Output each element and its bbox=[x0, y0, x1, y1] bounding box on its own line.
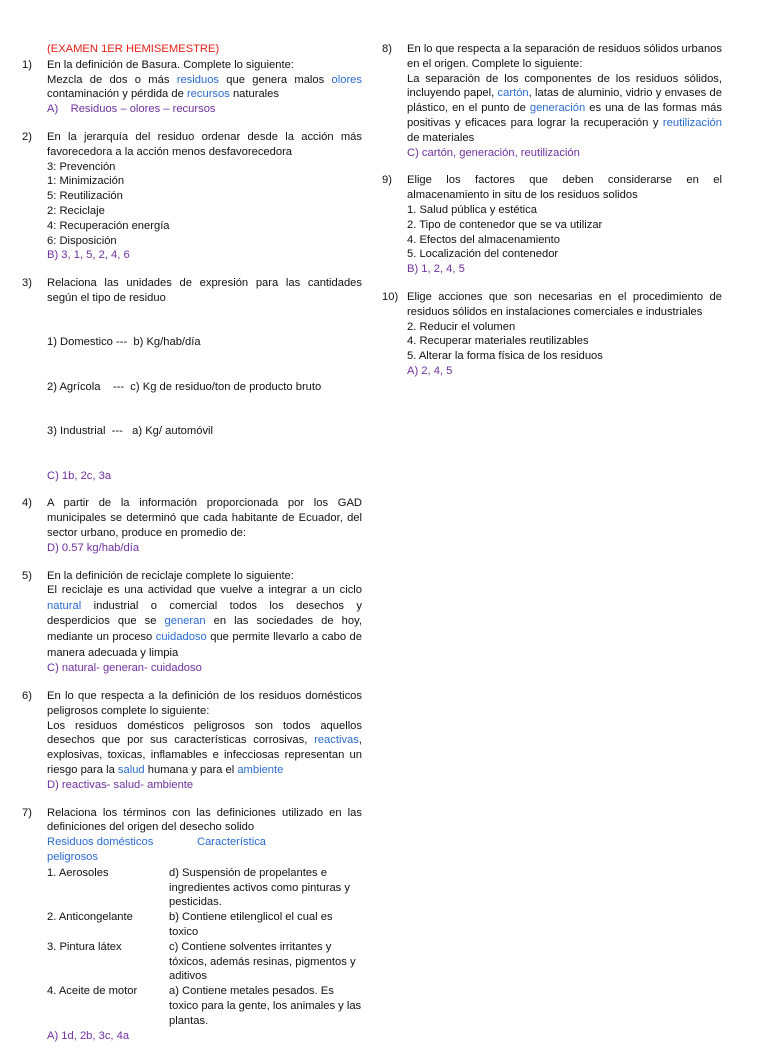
body-text: contaminación y pérdida de bbox=[47, 88, 187, 101]
answer: C) natural- generan- cuidadoso bbox=[47, 662, 202, 675]
question-body bbox=[382, 72, 722, 146]
list-item: 1) Domestico --- b) Kg/hab/día bbox=[47, 336, 201, 349]
list-item: 6: Disposición bbox=[47, 234, 117, 247]
list-item: 3: Prevención bbox=[47, 160, 116, 173]
exam-title: (EXAMEN 1ER HEMISEMESTRE) bbox=[47, 43, 220, 55]
table-row bbox=[47, 940, 362, 984]
question-8 bbox=[382, 42, 722, 160]
question-number: 2) bbox=[22, 130, 32, 143]
blank-word: cuidadoso bbox=[155, 631, 207, 644]
blank-word: generan bbox=[164, 615, 206, 628]
question-number: 4) bbox=[22, 497, 32, 510]
question-5 bbox=[22, 569, 362, 677]
body-text: , latas de aluminio, vidrio y envases de plástico, en el punto de bbox=[407, 87, 722, 115]
answer: C) 1b, 2c, 3a bbox=[47, 469, 112, 482]
option-list bbox=[382, 203, 722, 262]
blank-word: reactivas bbox=[314, 734, 359, 747]
table-row bbox=[47, 910, 362, 940]
question-number: 6) bbox=[22, 690, 32, 703]
row-definition: b) Contiene etilenglicol el cual es toxico bbox=[169, 911, 333, 939]
question-text: Elige los factores que deben considerarse en el almacenamiento in situ de los residuos solidos bbox=[407, 174, 722, 202]
table-row bbox=[47, 984, 362, 1028]
body-text: industrial o comercial todos los desechos y desperdicios que se bbox=[47, 599, 362, 628]
option-list bbox=[382, 320, 722, 364]
list-item: 2. Tipo de contenedor que se va utilizar bbox=[407, 218, 603, 231]
question-number: 3) bbox=[22, 277, 32, 290]
body-text: es una de las formas más positivas y eficaces para lograr la recuperación y bbox=[407, 102, 722, 129]
question-number: 5) bbox=[22, 569, 32, 582]
list-item: 2: Reciclaje bbox=[47, 204, 105, 217]
question-number: 8) bbox=[382, 43, 392, 55]
question-6 bbox=[22, 689, 362, 793]
list-item: 2. Reducir el volumen bbox=[407, 320, 516, 333]
list-item: 1: Minimización bbox=[47, 175, 125, 188]
body-text: Mezcla de dos o más bbox=[47, 73, 177, 86]
left-column bbox=[22, 42, 362, 1056]
answer: A) 2, 4, 5 bbox=[407, 364, 453, 377]
question-number: 1) bbox=[22, 58, 32, 71]
question-text: En la definición de Basura. Complete lo siguiente: bbox=[47, 58, 294, 71]
question-text: En lo que respecta a la definición de los residuos domésticos peligrosos complete lo siguiente: bbox=[47, 690, 362, 717]
body-text: en las sociedades de hoy, mediante un proceso bbox=[47, 615, 362, 644]
blank-word: recursos bbox=[186, 88, 230, 101]
row-term: 4. Aceite de motor bbox=[47, 985, 138, 998]
right-column bbox=[382, 42, 722, 392]
question-text: Elige acciones que son necesarias en el procedimiento de residuos sólidos en instalaciones comerciales e industriales bbox=[407, 290, 722, 318]
body-text: El reciclaje es una actividad que vuelve a integrar a un ciclo bbox=[47, 584, 362, 597]
body-text: naturales bbox=[229, 88, 279, 101]
row-term: 1. Aerosoles bbox=[47, 866, 109, 879]
answer: C) cartón, generación, reutilización bbox=[407, 146, 580, 159]
blank-word: generación bbox=[529, 102, 586, 115]
column-header-left: Residuos domésticos peligrosos bbox=[47, 836, 154, 864]
list-item: 5. Localización del contenedor bbox=[407, 248, 559, 261]
question-1 bbox=[22, 58, 362, 117]
blank-word: natural bbox=[47, 599, 82, 612]
body-text: humana y para el bbox=[144, 764, 238, 777]
list-item: 4. Recuperar materiales reutilizables bbox=[407, 335, 589, 348]
question-text: A partir de la información proporcionada por los GAD municipales se determinó que cada habitante de Ecuador, del sector urbano, produce en promedio de: bbox=[47, 497, 362, 539]
answer: B) 3, 1, 5, 2, 4, 6 bbox=[47, 249, 130, 262]
question-7 bbox=[22, 806, 362, 1044]
question-text: En lo que respecta a la separación de residuos sólidos urbanos en el origen. Complete lo siguiente: bbox=[407, 43, 722, 70]
row-definition: c) Contiene solventes irritantes y tóxicos, además resinas, pigmentos y aditivos bbox=[169, 940, 356, 983]
answer: D) 0.57 kg/hab/día bbox=[47, 541, 140, 554]
option-list bbox=[22, 160, 362, 249]
list-item: 5: Reutilización bbox=[47, 190, 123, 203]
body-text: , explosivas, toxicas, inflamables e infecciosas representan un riesgo para la bbox=[47, 734, 362, 777]
list-item: 4. Efectos del almacenamiento bbox=[407, 233, 560, 246]
answer: A) Residuos – olores – recursos bbox=[47, 103, 216, 116]
question-number: 9) bbox=[382, 174, 392, 187]
list-item: 3) Industrial --- a) Kg/ automóvil bbox=[47, 425, 214, 438]
question-2 bbox=[22, 130, 362, 263]
question-10 bbox=[382, 290, 722, 379]
row-term: 2. Anticongelante bbox=[47, 911, 133, 924]
question-text: En la definición de reciclaje complete lo siguiente: bbox=[47, 569, 294, 582]
question-body bbox=[22, 719, 362, 778]
column-header-right: Característica bbox=[197, 836, 267, 849]
question-number: 10) bbox=[382, 290, 399, 303]
question-number: 7) bbox=[22, 806, 32, 819]
question-text: Relaciona los términos con las definiciones utilizado en las definiciones del origen del desecho solido bbox=[47, 806, 362, 834]
question-text: Relaciona las unidades de expresión para las cantidades según el tipo de residuo bbox=[47, 277, 362, 304]
question-9 bbox=[382, 173, 722, 277]
blank-word: reutilización bbox=[662, 116, 722, 129]
body-text: de materiales bbox=[407, 131, 475, 144]
blank-word: salud bbox=[117, 764, 145, 777]
answer: B) 1, 2, 4, 5 bbox=[407, 263, 465, 276]
match-table bbox=[22, 835, 362, 1028]
blank-word: cartón bbox=[497, 87, 529, 100]
blank-word: olores bbox=[331, 73, 362, 86]
row-term: 3. Pintura látex bbox=[47, 940, 122, 953]
blank-word: ambiente bbox=[237, 764, 284, 777]
blank-word: residuos bbox=[176, 73, 220, 86]
question-body bbox=[22, 73, 362, 103]
question-body bbox=[22, 583, 362, 661]
list-item: 4: Recuperación energía bbox=[47, 219, 170, 232]
table-row bbox=[47, 866, 362, 910]
body-text: que permite llevarlo a cabo de manera adecuada y limpia bbox=[47, 631, 362, 659]
row-definition: a) Contiene metales pesados. Es toxico para la gente, los animales y las plantas. bbox=[169, 985, 362, 1027]
list-item: 2) Agrícola --- c) Kg de residuo/ton de producto bruto bbox=[47, 380, 322, 393]
table-header bbox=[47, 835, 362, 865]
body-text: Los residuos domésticos peligrosos son todos aquellos desechos que por sus características corrosivas, bbox=[47, 719, 362, 747]
list-item: 5. Alterar la forma física de los residuos bbox=[407, 350, 603, 363]
question-4 bbox=[22, 496, 362, 555]
list-item: 1. Salud pública y estética bbox=[407, 203, 537, 216]
body-text: que genera malos bbox=[219, 73, 332, 86]
question-text: En la jerarquía del residuo ordenar desde la acción más favorecedora a la acción menos desfavorecedora bbox=[47, 130, 362, 158]
body-text: La separación de los componentes de los residuos sólidos, incluyendo papel, bbox=[407, 72, 722, 100]
answer: A) 1d, 2b, 3c, 4a bbox=[47, 1029, 130, 1042]
answer: D) reactivas- salud- ambiente bbox=[47, 778, 194, 791]
option-list bbox=[22, 306, 362, 469]
row-definition: d) Suspensión de propelantes e ingredientes activos como pinturas y pesticidas. bbox=[169, 866, 350, 909]
question-3 bbox=[22, 276, 362, 483]
